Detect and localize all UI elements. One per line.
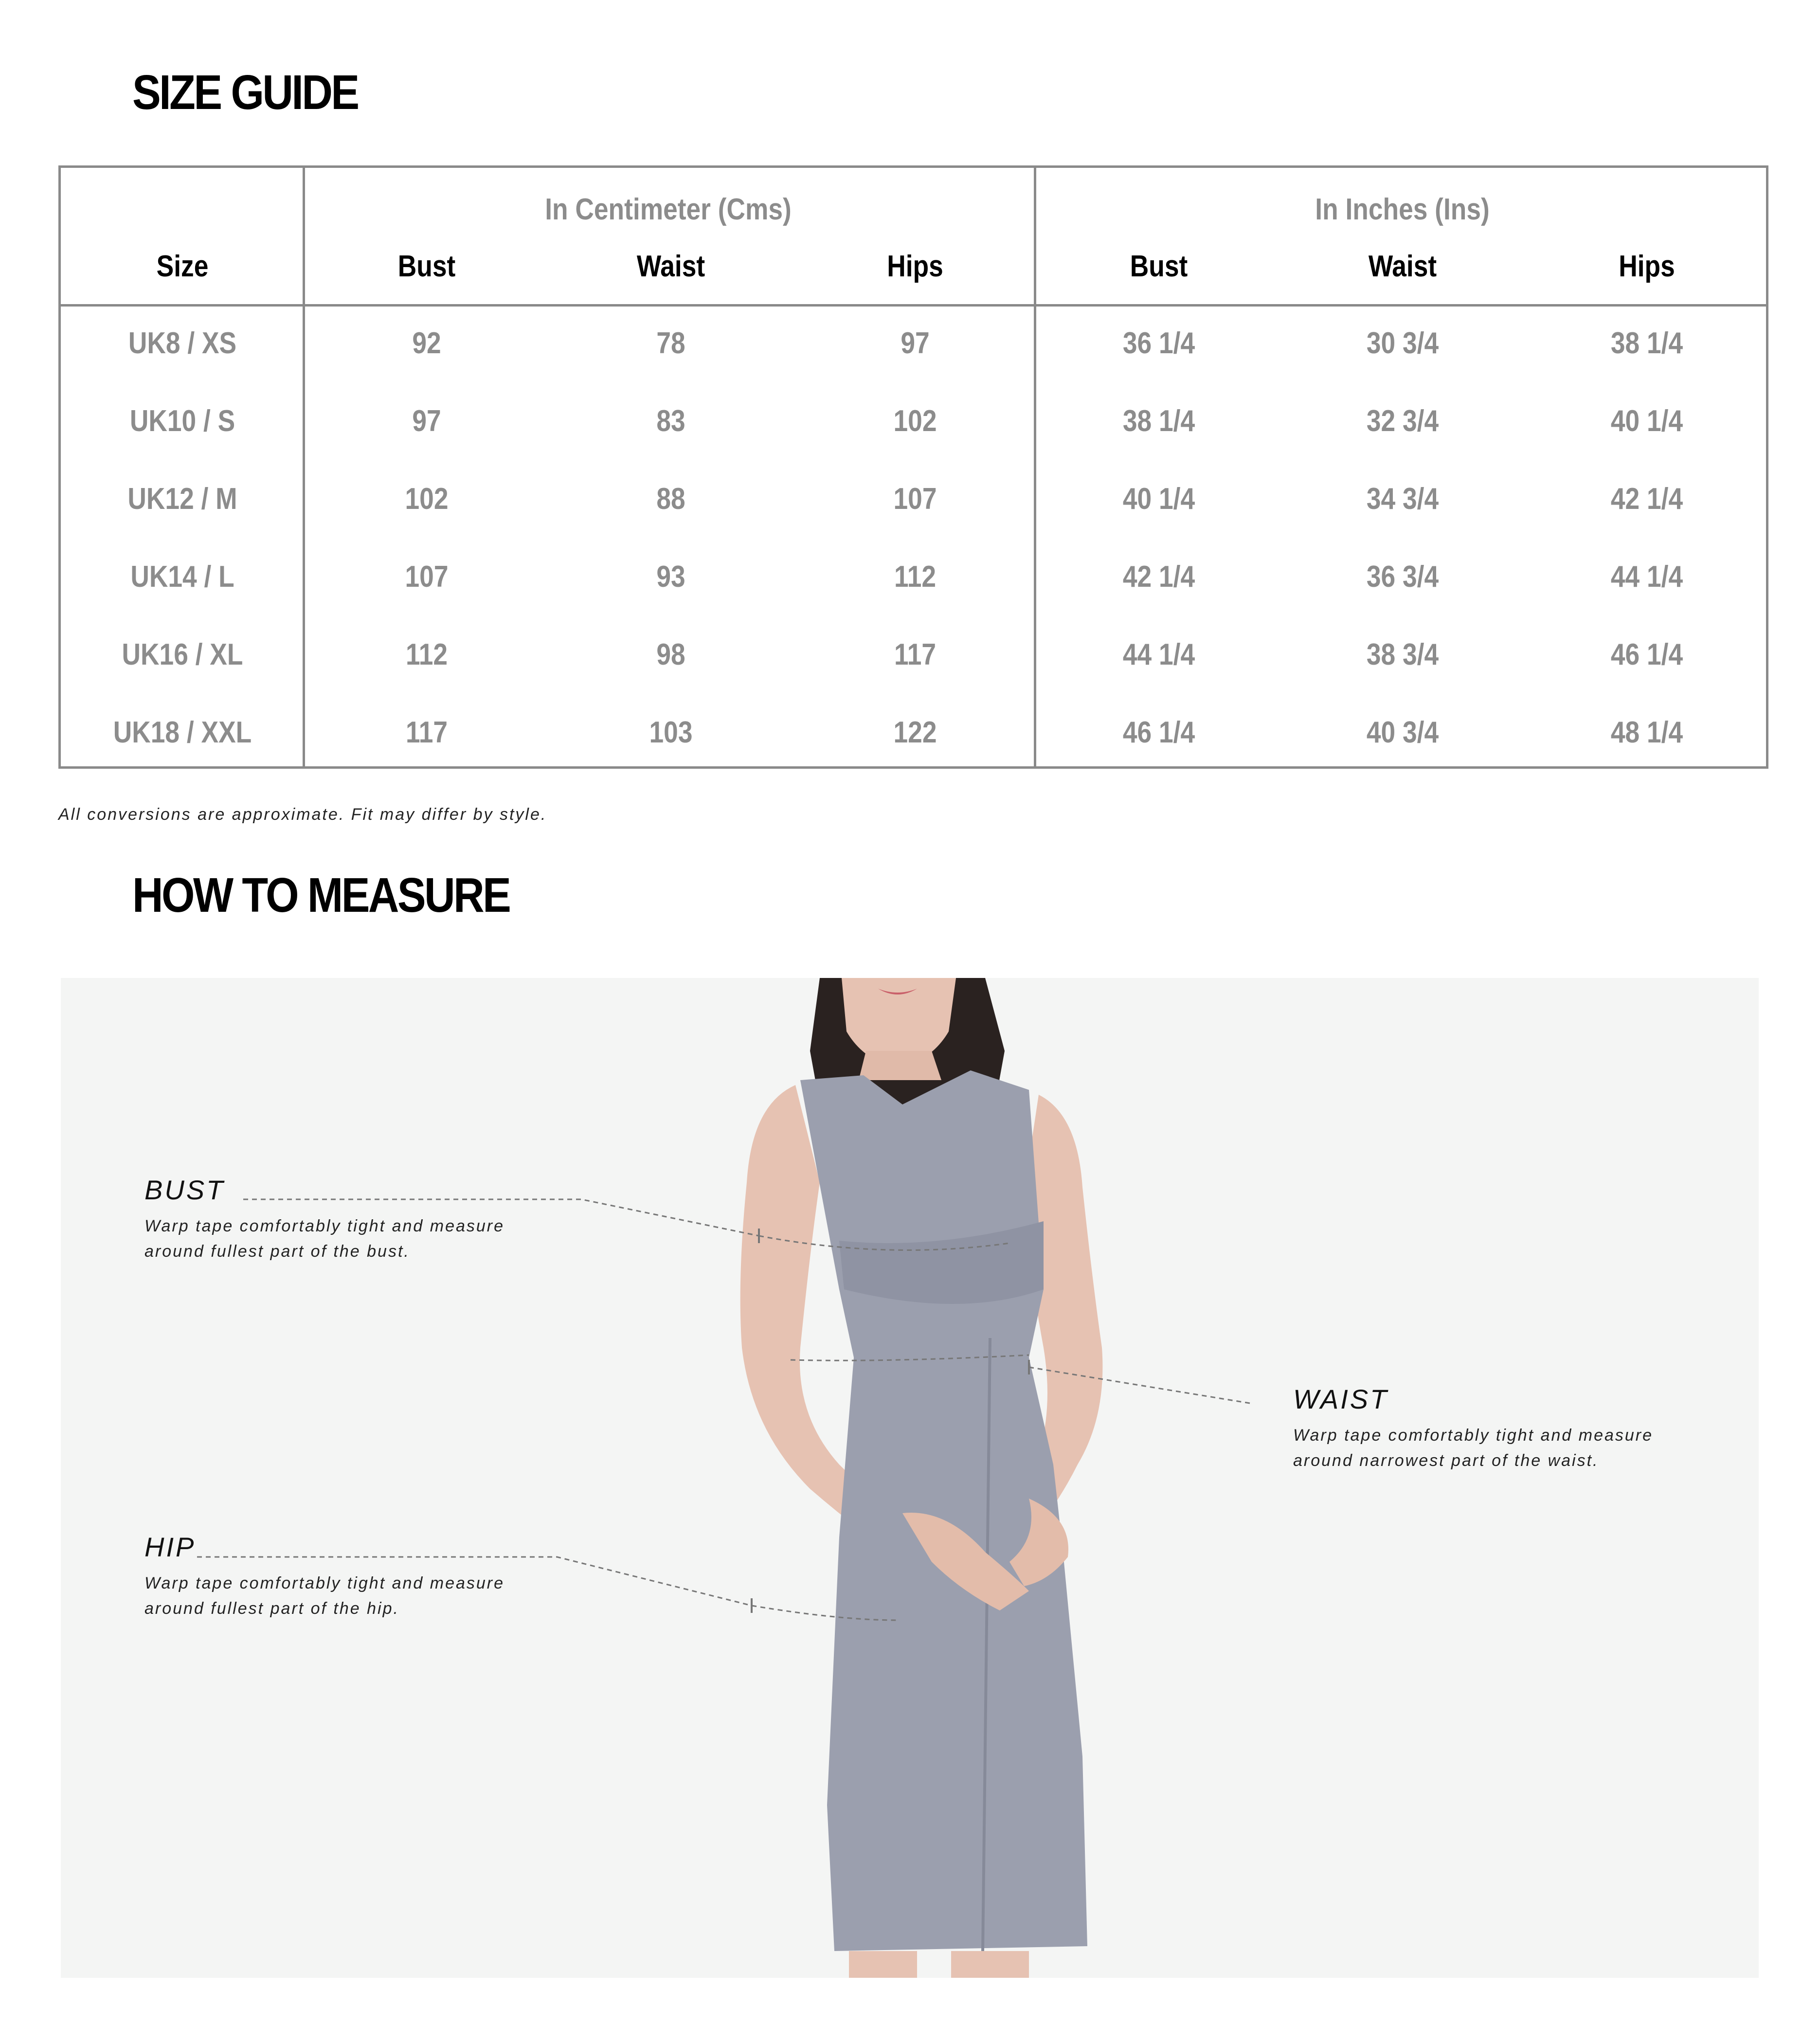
table-cell: 40 3/4 <box>1366 716 1439 749</box>
table-cell: 107 <box>893 482 937 516</box>
header-divider <box>61 304 1766 307</box>
table-cell: 103 <box>649 716 693 749</box>
size-cell: UK16 / XL <box>122 638 243 671</box>
legs <box>849 1951 1029 1978</box>
bust-label: BUST <box>144 1175 225 1205</box>
column-header: Bust <box>397 250 456 283</box>
table-cell: 38 1/4 <box>1610 326 1683 360</box>
column-header: Hips <box>887 250 943 283</box>
table-cell: 93 <box>656 560 685 594</box>
table-cell: 36 3/4 <box>1366 560 1439 594</box>
neck <box>859 1051 941 1080</box>
table-cell: 46 1/4 <box>1122 716 1195 749</box>
how-to-measure-title: HOW TO MEASURE <box>132 868 510 922</box>
table-cell: 98 <box>656 638 685 671</box>
table-cell: 40 1/4 <box>1610 404 1683 438</box>
table-cell: 48 1/4 <box>1610 716 1683 749</box>
waist-description-line-2: around narrowest part of the waist. <box>1293 1451 1599 1470</box>
hip-description-line-1: Warp tape comfortably tight and measure <box>144 1574 505 1592</box>
table-cell: 32 3/4 <box>1366 404 1439 438</box>
size-cell: UK18 / XXL <box>113 716 252 749</box>
waist-label: WAIST <box>1293 1384 1389 1414</box>
table-cell: 112 <box>405 638 448 671</box>
bust-description-line-1: Warp tape comfortably tight and measure <box>144 1217 505 1235</box>
waist-description-line-1: Warp tape comfortably tight and measure <box>1293 1426 1654 1445</box>
column-header: Bust <box>1130 250 1188 283</box>
size-cell: UK14 / L <box>130 560 234 594</box>
table-cell: 38 1/4 <box>1122 404 1195 438</box>
table-divider <box>303 168 305 766</box>
table-cell: 38 3/4 <box>1366 638 1439 671</box>
table-cell: 42 1/4 <box>1122 560 1195 594</box>
size-guide-title: SIZE GUIDE <box>132 65 358 120</box>
measure-panel <box>61 978 1759 1978</box>
table-cell: 44 1/4 <box>1610 560 1683 594</box>
table-cell: 117 <box>894 638 937 671</box>
column-header: Waist <box>636 250 705 283</box>
size-cell: UK8 / XS <box>128 326 237 360</box>
table-cell: 78 <box>656 326 685 360</box>
table-cell: 102 <box>405 482 449 516</box>
table-cell: 97 <box>412 404 441 438</box>
table-divider <box>1034 168 1036 766</box>
table-cell: 97 <box>901 326 930 360</box>
model-illustration <box>61 978 1759 1978</box>
hip-description-line-2: around fullest part of the hip. <box>144 1599 399 1618</box>
column-header: Size <box>156 250 209 283</box>
group-header-inches: In Inches (Ins) <box>1315 193 1490 226</box>
footnote: All conversions are approximate. Fit may differ by style. <box>58 805 547 824</box>
hip-label: HIP <box>144 1532 196 1562</box>
table-cell: 44 1/4 <box>1122 638 1195 671</box>
column-header: Waist <box>1368 250 1437 283</box>
table-cell: 122 <box>893 716 937 749</box>
table-cell: 40 1/4 <box>1122 482 1195 516</box>
table-cell: 30 3/4 <box>1366 326 1439 360</box>
table-cell: 83 <box>656 404 685 438</box>
bust-description-line-2: around fullest part of the bust. <box>144 1242 410 1261</box>
table-cell: 88 <box>656 482 685 516</box>
size-table <box>58 165 1768 769</box>
group-header-cm: In Centimeter (Cms) <box>545 193 792 226</box>
table-cell: 117 <box>405 716 448 749</box>
table-cell: 34 3/4 <box>1366 482 1439 516</box>
column-header: Hips <box>1619 250 1675 283</box>
size-cell: UK12 / M <box>127 482 237 516</box>
table-cell: 46 1/4 <box>1610 638 1683 671</box>
table-cell: 102 <box>893 404 937 438</box>
table-cell: 112 <box>894 560 937 594</box>
table-cell: 36 1/4 <box>1122 326 1195 360</box>
table-cell: 42 1/4 <box>1610 482 1683 516</box>
table-cell: 107 <box>405 560 449 594</box>
table-cell: 92 <box>412 326 441 360</box>
size-cell: UK10 / S <box>129 404 235 438</box>
